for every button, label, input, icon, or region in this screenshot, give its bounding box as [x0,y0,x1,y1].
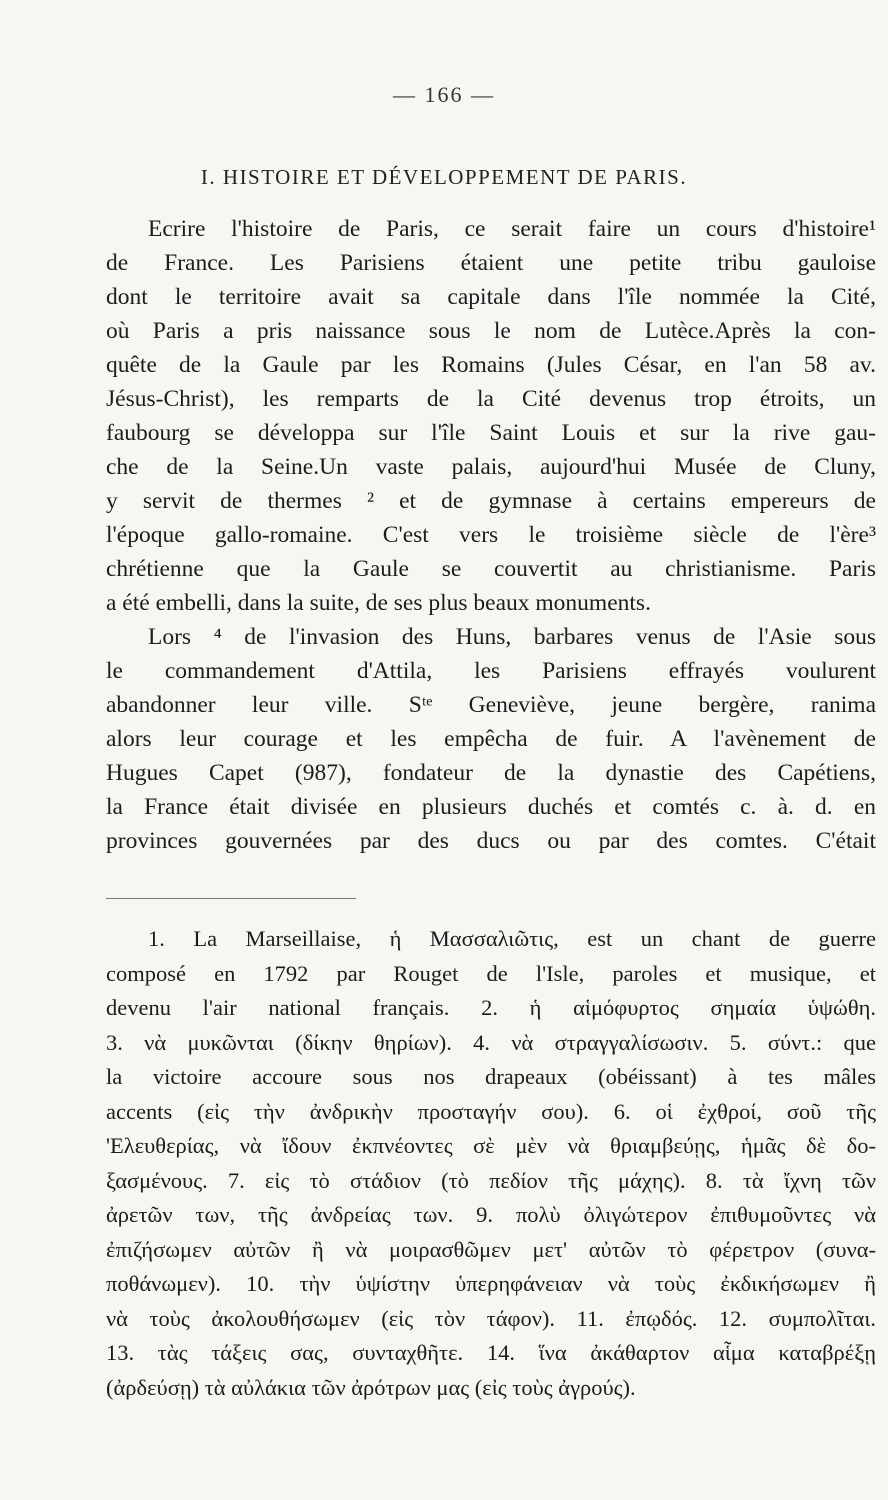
footnote-line: ἐπιζήσωμεν αὐτῶν ἢ νὰ μοιρασθῶμεν μετ' αὐτῶν τὸ φέρετρον (συνα- [106,1236,876,1262]
footnote-line: νὰ τοὺς ἀκολουθήσωμεν (εἰς τὸν τάφον). 11. ἐπῳδός. 12. συμπολῖται. [106,1305,876,1331]
page-number: — 166 — [393,82,495,107]
footnote-line: accents (εἰς τὴν ἀνδρικὴν προσταγήν σου). 6. οἱ ἐχθροί, σοῦ τῆς [106,1098,876,1124]
text-line: chrétienne que la Gaule se couvertit au christianisme. Paris [106,556,876,582]
footnote-line: 13. τὰς τάξεις σας, συνταχθῆτε. 14. ἵνα ἀκάθαρτον αἷμα καταβρέξῃ [106,1340,876,1365]
text-line: a été embelli, dans la suite, de ses plus beaux monuments. [106,590,651,616]
text-line: l'époque gallo-romaine. C'est vers le troisième siècle de l'ère³ [106,522,876,548]
text-line: la France était divisée en plusieurs duchés et comtés c. à. d. en [106,794,876,820]
main-text [106,212,876,858]
text-line: Jésus-Christ), les remparts de la Cité devenus trop étroits, un [106,386,876,412]
text-line: abandonner leur ville. Sᵗᵉ Geneviève, jeune bergère, ranima [106,692,876,718]
footnote-line: 3. νὰ μυκῶνται (δίκην θηρίων). 4. νὰ στραγγαλίσωσιν. 5. σύντ.: que [106,1029,876,1055]
text-line: faubourg se développa sur l'île Saint Louis et sur la rive gau- [106,420,876,446]
footnote-line: ἀρετῶν των, τῆς ἀνδρείας των. 9. πολὺ ὀλιγώτερον ἐπιθυμοῦντες νὰ [106,1202,876,1227]
footnotes [106,922,876,1405]
text-line: dont le territoire avait sa capitale dans l'île nommée la Cité, [106,284,876,310]
text-line: y servit de thermes ² et de gymnase à certains empereurs de [106,488,876,514]
footnote-line: ποθάνωμεν). 10. τὴν ὑψίστην ὑπερηφάνειαν νὰ τοὺς ἐκδικήσωμεν ἢ [106,1271,876,1296]
text-line: de France. Les Parisiens étaient une petite tribu gauloise [106,250,876,276]
text-line: che de la Seine.Un vaste palais, aujourd'hui Musée de Cluny, [106,454,876,480]
section-title: I. HISTOIRE ET DÉVELOPPEMENT DE PARIS. [200,165,688,189]
text-line: Hugues Capet (987), fondateur de la dynastie des Capétiens, [106,760,876,786]
text-line: alors leur courage et les empêcha de fuir. A l'avènement de [106,726,876,752]
text-line: Ecrire l'histoire de Paris, ce serait faire un cours d'histoire¹ [148,216,876,242]
footnote-line: 1. La Marseillaise, ἡ Μασσαλιῶτις, est un chant de guerre [148,926,876,951]
footnote-divider [106,898,356,899]
footnote-line: devenu l'air national français. 2. ἡ αἱμόφυρτος σημαία ὑψώθη. [106,995,876,1020]
text-line: quête de la Gaule par les Romains (Jules César, en l'an 58 av. [106,352,876,378]
footnote-line: composé en 1792 par Rouget de l'Isle, paroles et musique, et [106,960,876,986]
text-line: Lors ⁴ de l'invasion des Huns, barbares venus de l'Asie sous [148,624,876,650]
footnote-line: 'Ελευθερίας, νὰ ἴδουν ἐκπνέοντες σὲ μὲν νὰ θριαμβεύῃς, ἡμᾶς δὲ δο- [106,1133,876,1158]
footnote-line: la victoire accoure sous nos drapeaux (obéissant) à tes mâles [106,1064,876,1089]
footnote-line: ξασμένους. 7. εἰς τὸ στάδιον (τὸ πεδίον τῆς μάχης). 8. τὰ ἴχνη τῶν [106,1167,876,1193]
text-line: provinces gouvernées par des ducs ou par des comtes. C'était [106,828,876,854]
text-line: où Paris a pris naissance sous le nom de Lutèce.Après la con- [106,318,876,344]
footnote-line: (ἀρδεύσῃ) τὰ αὐλάκια τῶν ἀρότρων μας (εἰς τοὺς ἀγρούς). [106,1374,636,1400]
text-line: le commandement d'Attila, les Parisiens effrayés voulurent [106,658,876,684]
